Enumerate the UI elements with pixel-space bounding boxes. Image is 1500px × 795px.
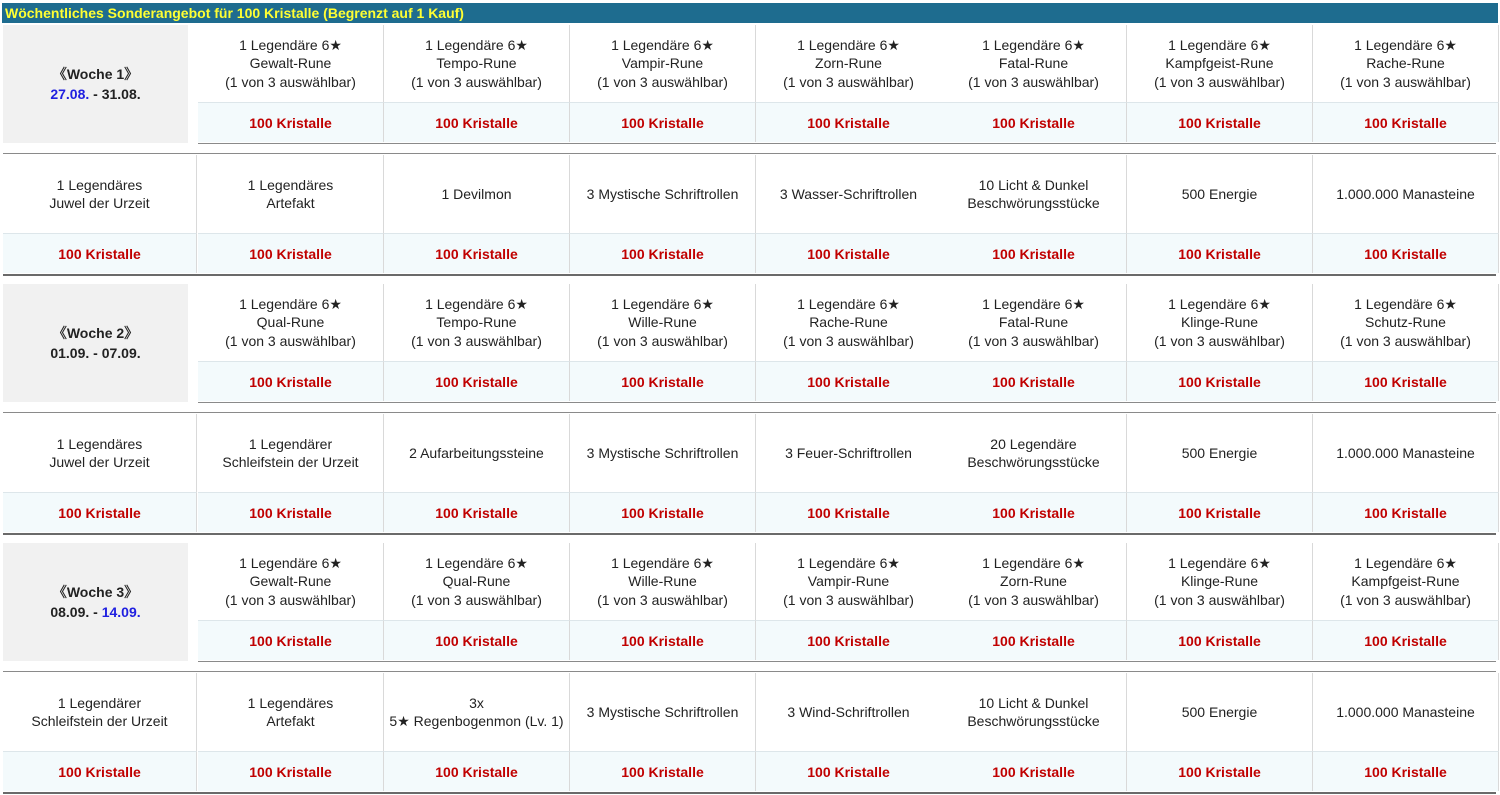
cell-text-line: 10 Licht & Dunkel bbox=[978, 694, 1089, 711]
rune-offer-cell bbox=[198, 25, 384, 102]
rune-offer-cell bbox=[1313, 284, 1499, 361]
price-label[interactable]: 100 Kristalle bbox=[941, 751, 1127, 791]
price-label[interactable]: 100 Kristalle bbox=[1127, 233, 1313, 273]
price-label[interactable]: 100 Kristalle bbox=[384, 233, 570, 273]
cell-text-line: Schleifstein der Urzeit bbox=[31, 713, 168, 729]
cell-text-line: 500 Energie bbox=[1181, 703, 1258, 720]
cell-text-line: (1 von 3 auswählbar) bbox=[1340, 73, 1471, 90]
cell-text-line: (1 von 3 auswählbar) bbox=[411, 591, 542, 608]
cell-text-line: 1 Legendärer bbox=[248, 435, 333, 452]
price-label[interactable]: 100 Kristalle bbox=[384, 751, 570, 791]
cell-text-line: 1 Legendäres bbox=[247, 694, 334, 711]
cell-text-line: 500 Energie bbox=[1181, 185, 1258, 202]
date-end: 07.09. bbox=[101, 345, 141, 361]
price-label[interactable]: 100 Kristalle bbox=[1127, 620, 1313, 660]
cell-text-line: 1 Legendäre 6★ bbox=[425, 554, 528, 571]
price-label[interactable]: 100 Kristalle bbox=[570, 492, 756, 532]
item-offer-cell bbox=[1127, 414, 1313, 492]
cell-text-line: 1 Legendäres bbox=[247, 176, 334, 193]
price-label[interactable]: 100 Kristalle bbox=[1127, 361, 1313, 401]
week-title: 《Woche 2》 bbox=[52, 325, 139, 341]
cell-text-line: 1 Legendäre 6★ bbox=[797, 295, 900, 312]
cell-text-line: 20 Legendäre bbox=[990, 435, 1077, 452]
cell-text-line: (1 von 3 auswählbar) bbox=[597, 591, 728, 608]
price-label[interactable]: 100 Kristalle bbox=[384, 620, 570, 660]
cell-text-line: (1 von 3 auswählbar) bbox=[1340, 591, 1471, 608]
date-start: 01.09. bbox=[50, 345, 90, 361]
date-start: 27.08. bbox=[50, 86, 90, 102]
rune-offer-cell bbox=[570, 543, 756, 620]
page-title: Wöchentliches Sonderangebot für 100 Kristalle (Begrenzt auf 1 Kauf) bbox=[2, 3, 1498, 23]
rune-offer-cell bbox=[570, 25, 756, 102]
price-label[interactable]: 100 Kristalle bbox=[384, 361, 570, 401]
price-label[interactable]: 100 Kristalle bbox=[1127, 102, 1313, 142]
price-label[interactable]: 100 Kristalle bbox=[941, 233, 1127, 273]
price-label[interactable]: 100 Kristalle bbox=[1313, 233, 1499, 273]
date-separator: - bbox=[89, 345, 102, 361]
item-offer-cell bbox=[384, 414, 570, 492]
cell-text-line: 5★ Regenbogenmon (Lv. 1) bbox=[389, 713, 564, 729]
cell-text-line: 1 Legendäre 6★ bbox=[797, 36, 900, 53]
cell-text-line: (1 von 3 auswählbar) bbox=[783, 591, 914, 608]
price-label[interactable]: 100 Kristalle bbox=[3, 751, 197, 791]
cell-text-line: 1.000.000 Manasteine bbox=[1336, 185, 1475, 202]
cell-text-line: (1 von 3 auswählbar) bbox=[597, 332, 728, 349]
item-offer-cell bbox=[384, 673, 570, 751]
cell-text-line: 1 Legendäre 6★ bbox=[239, 295, 342, 312]
cell-text-line: Beschwörungsstücke bbox=[967, 454, 1100, 470]
cell-text-line: Fatal-Rune bbox=[998, 314, 1069, 331]
item-offer-cell bbox=[570, 673, 756, 751]
cell-text-line: (1 von 3 auswählbar) bbox=[783, 332, 914, 349]
cell-text-line: Klinge-Rune bbox=[1180, 314, 1259, 331]
item-offer-cell bbox=[198, 414, 384, 492]
cell-text-line: Rache-Rune bbox=[809, 314, 888, 331]
cell-text-line: 1.000.000 Manasteine bbox=[1336, 444, 1475, 461]
price-label[interactable]: 100 Kristalle bbox=[941, 102, 1127, 142]
cell-text-line: 1 Legendäre 6★ bbox=[425, 36, 528, 53]
cell-text-line: 1 Legendäre 6★ bbox=[611, 554, 714, 571]
rune-offer-cell bbox=[941, 543, 1127, 620]
cell-text-line: (1 von 3 auswählbar) bbox=[1340, 332, 1471, 349]
cell-text-line: Wille-Rune bbox=[628, 314, 697, 331]
cell-text-line: Gewalt-Rune bbox=[249, 55, 332, 72]
price-label[interactable]: 100 Kristalle bbox=[3, 233, 197, 273]
cell-text-line: 1 Legendäre 6★ bbox=[611, 36, 714, 53]
rune-offer-cell bbox=[1127, 284, 1313, 361]
rune-offer-cell bbox=[756, 25, 942, 102]
cell-text-line: 3 Mystische Schriftrollen bbox=[586, 444, 739, 461]
cell-text-line: Wille-Rune bbox=[628, 573, 697, 590]
cell-text-line: Rache-Rune bbox=[1366, 55, 1445, 72]
cell-text-line: Kampfgeist-Rune bbox=[1351, 573, 1460, 590]
cell-text-line: (1 von 3 auswählbar) bbox=[968, 591, 1099, 608]
item-offer-cell bbox=[1313, 414, 1499, 492]
cell-text-line: 3 Mystische Schriftrollen bbox=[586, 703, 739, 720]
price-label[interactable]: 100 Kristalle bbox=[756, 102, 942, 142]
cell-text-line: 1 Legendäre 6★ bbox=[982, 554, 1085, 571]
cell-text-line: 1 Legendäre 6★ bbox=[1168, 554, 1271, 571]
price-label[interactable]: 100 Kristalle bbox=[1313, 620, 1499, 660]
price-label[interactable]: 100 Kristalle bbox=[570, 102, 756, 142]
week-dates bbox=[50, 602, 140, 622]
block-divider bbox=[3, 533, 1496, 535]
cell-text-line: Beschwörungsstücke bbox=[967, 713, 1100, 729]
item-offer-cell bbox=[3, 673, 197, 751]
cell-text-line: 1 Legendäres bbox=[56, 176, 143, 193]
cell-text-line: Fatal-Rune bbox=[998, 55, 1069, 72]
cell-text-line: (1 von 3 auswählbar) bbox=[225, 332, 356, 349]
price-label[interactable]: 100 Kristalle bbox=[941, 361, 1127, 401]
item-offer-cell bbox=[3, 155, 197, 233]
price-label[interactable]: 100 Kristalle bbox=[570, 620, 756, 660]
week-label bbox=[3, 543, 188, 661]
cell-text-line: (1 von 3 auswählbar) bbox=[225, 591, 356, 608]
item-offer-cell bbox=[1127, 155, 1313, 233]
row-divider bbox=[3, 153, 1496, 154]
cell-text-line: (1 von 3 auswählbar) bbox=[1154, 591, 1285, 608]
cell-text-line: 1 Legendäres bbox=[56, 435, 143, 452]
cell-text-line: Gewalt-Rune bbox=[249, 573, 332, 590]
row-divider bbox=[3, 412, 1496, 413]
row-divider bbox=[198, 402, 1496, 403]
cell-text-line: Schutz-Rune bbox=[1365, 314, 1446, 331]
cell-text-line: Tempo-Rune bbox=[436, 314, 517, 331]
cell-text-line: (1 von 3 auswählbar) bbox=[968, 73, 1099, 90]
cell-text-line: (1 von 3 auswählbar) bbox=[1154, 332, 1285, 349]
cell-text-line: 10 Licht & Dunkel bbox=[978, 176, 1089, 193]
item-offer-cell bbox=[756, 673, 942, 751]
price-label[interactable]: 100 Kristalle bbox=[756, 751, 942, 791]
date-end: 14.09. bbox=[101, 604, 141, 620]
cell-text-line: Tempo-Rune bbox=[436, 55, 517, 72]
price-label[interactable]: 100 Kristalle bbox=[384, 102, 570, 142]
cell-text-line: 1 Legendäre 6★ bbox=[425, 295, 528, 312]
cell-text-line: Zorn-Rune bbox=[815, 55, 882, 72]
price-label[interactable]: 100 Kristalle bbox=[1313, 492, 1499, 532]
cell-text-line: 3 Mystische Schriftrollen bbox=[586, 185, 739, 202]
cell-text-line: 1 Legendäre 6★ bbox=[1168, 36, 1271, 53]
price-label[interactable]: 100 Kristalle bbox=[941, 492, 1127, 532]
price-label[interactable]: 100 Kristalle bbox=[1127, 751, 1313, 791]
rune-offer-cell bbox=[384, 25, 570, 102]
cell-text-line: 1 Legendäre 6★ bbox=[239, 36, 342, 53]
cell-text-line: (1 von 3 auswählbar) bbox=[225, 73, 356, 90]
cell-text-line: 1 Legendäre 6★ bbox=[982, 36, 1085, 53]
price-label[interactable]: 100 Kristalle bbox=[756, 492, 942, 532]
cell-text-line: 1 Legendäre 6★ bbox=[797, 554, 900, 571]
cell-text-line: (1 von 3 auswählbar) bbox=[968, 332, 1099, 349]
price-label[interactable]: 100 Kristalle bbox=[756, 361, 942, 401]
item-offer-cell bbox=[198, 155, 384, 233]
price-label[interactable]: 100 Kristalle bbox=[1313, 102, 1499, 142]
price-label[interactable]: 100 Kristalle bbox=[198, 102, 384, 142]
block-divider bbox=[3, 274, 1496, 276]
item-offer-cell bbox=[1313, 155, 1499, 233]
row-divider bbox=[3, 671, 1496, 672]
cell-text-line: 1 Devilmon bbox=[441, 185, 512, 202]
item-offer-cell bbox=[570, 155, 756, 233]
rune-offer-cell bbox=[756, 284, 942, 361]
price-label[interactable]: 100 Kristalle bbox=[941, 620, 1127, 660]
week-dates bbox=[50, 343, 140, 363]
price-label[interactable]: 100 Kristalle bbox=[198, 361, 384, 401]
cell-text-line: 2 Aufarbeitungssteine bbox=[409, 444, 544, 461]
week-title: 《Woche 1》 bbox=[52, 66, 139, 82]
cell-text-line: (1 von 3 auswählbar) bbox=[411, 73, 542, 90]
cell-text-line: 3x bbox=[469, 694, 484, 711]
item-offer-cell bbox=[3, 414, 197, 492]
cell-text-line: 1 Legendäre 6★ bbox=[611, 295, 714, 312]
item-offer-cell bbox=[941, 155, 1127, 233]
price-label[interactable]: 100 Kristalle bbox=[1313, 751, 1499, 791]
cell-text-line: 1 Legendäre 6★ bbox=[1168, 295, 1271, 312]
rune-offer-cell bbox=[198, 284, 384, 361]
item-offer-cell bbox=[384, 155, 570, 233]
cell-text-line: 3 Wasser-Schriftrollen bbox=[779, 185, 918, 202]
cell-text-line: Qual-Rune bbox=[442, 573, 511, 590]
price-label[interactable]: 100 Kristalle bbox=[570, 361, 756, 401]
price-label[interactable]: 100 Kristalle bbox=[570, 751, 756, 791]
rune-offer-cell bbox=[756, 543, 942, 620]
rune-offer-cell bbox=[941, 284, 1127, 361]
cell-text-line: Artefakt bbox=[266, 713, 315, 729]
item-offer-cell bbox=[198, 673, 384, 751]
cell-text-line: (1 von 3 auswählbar) bbox=[411, 332, 542, 349]
rune-offer-cell bbox=[1313, 543, 1499, 620]
rune-offer-cell bbox=[1313, 25, 1499, 102]
price-label[interactable]: 100 Kristalle bbox=[1127, 492, 1313, 532]
cell-text-line: 3 Feuer-Schriftrollen bbox=[785, 444, 912, 461]
item-offer-cell bbox=[1127, 673, 1313, 751]
date-end: 31.08. bbox=[101, 86, 141, 102]
week-title: 《Woche 3》 bbox=[52, 584, 139, 600]
cell-text-line: Artefakt bbox=[266, 195, 315, 211]
price-label[interactable]: 100 Kristalle bbox=[756, 620, 942, 660]
cell-text-line: (1 von 3 auswählbar) bbox=[597, 73, 728, 90]
item-offer-cell bbox=[756, 414, 942, 492]
date-separator: - bbox=[89, 86, 102, 102]
price-label[interactable]: 100 Kristalle bbox=[384, 492, 570, 532]
price-label[interactable]: 100 Kristalle bbox=[198, 492, 384, 532]
cell-text-line: Vampir-Rune bbox=[621, 55, 704, 72]
cell-text-line: (1 von 3 auswählbar) bbox=[783, 73, 914, 90]
cell-text-line: Juwel der Urzeit bbox=[49, 195, 150, 211]
cell-text-line: 1 Legendäre 6★ bbox=[982, 295, 1085, 312]
week-dates bbox=[50, 84, 140, 104]
cell-text-line: 1 Legendäre 6★ bbox=[1354, 295, 1457, 312]
rune-offer-cell bbox=[570, 284, 756, 361]
item-offer-cell bbox=[1313, 673, 1499, 751]
price-label[interactable]: 100 Kristalle bbox=[756, 233, 942, 273]
price-label[interactable]: 100 Kristalle bbox=[198, 233, 384, 273]
rune-offer-cell bbox=[941, 25, 1127, 102]
item-offer-cell bbox=[570, 414, 756, 492]
cell-text-line: Klinge-Rune bbox=[1180, 573, 1259, 590]
rune-offer-cell bbox=[198, 543, 384, 620]
row-divider bbox=[198, 143, 1496, 144]
block-divider bbox=[3, 792, 1496, 794]
cell-text-line: Qual-Rune bbox=[256, 314, 325, 331]
cell-text-line: 500 Energie bbox=[1181, 444, 1258, 461]
cell-text-line: Juwel der Urzeit bbox=[49, 454, 150, 470]
date-separator: - bbox=[89, 604, 102, 620]
cell-text-line: Schleifstein der Urzeit bbox=[222, 454, 359, 470]
week-label bbox=[3, 25, 188, 143]
week-label bbox=[3, 284, 188, 402]
cell-text-line: 3 Wind-Schriftrollen bbox=[787, 703, 910, 720]
rune-offer-cell bbox=[384, 543, 570, 620]
item-offer-cell bbox=[941, 673, 1127, 751]
cell-text-line: 1 Legendäre 6★ bbox=[1354, 36, 1457, 53]
cell-text-line: 1 Legendärer bbox=[57, 694, 142, 711]
price-label[interactable]: 100 Kristalle bbox=[198, 620, 384, 660]
row-divider bbox=[198, 661, 1496, 662]
price-label[interactable]: 100 Kristalle bbox=[3, 492, 197, 532]
item-offer-cell bbox=[756, 155, 942, 233]
item-offer-cell bbox=[941, 414, 1127, 492]
cell-text-line: 1.000.000 Manasteine bbox=[1336, 703, 1475, 720]
cell-text-line: Vampir-Rune bbox=[807, 573, 890, 590]
cell-text-line: 1 Legendäre 6★ bbox=[239, 554, 342, 571]
cell-text-line: Beschwörungsstücke bbox=[967, 195, 1100, 211]
date-start: 08.09. bbox=[50, 604, 90, 620]
cell-text-line: 1 Legendäre 6★ bbox=[1354, 554, 1457, 571]
rune-offer-cell bbox=[1127, 25, 1313, 102]
price-label[interactable]: 100 Kristalle bbox=[198, 751, 384, 791]
cell-text-line: Kampfgeist-Rune bbox=[1165, 55, 1274, 72]
price-label[interactable]: 100 Kristalle bbox=[570, 233, 756, 273]
cell-text-line: Zorn-Rune bbox=[1000, 573, 1067, 590]
cell-text-line: (1 von 3 auswählbar) bbox=[1154, 73, 1285, 90]
rune-offer-cell bbox=[384, 284, 570, 361]
price-label[interactable]: 100 Kristalle bbox=[1313, 361, 1499, 401]
rune-offer-cell bbox=[1127, 543, 1313, 620]
